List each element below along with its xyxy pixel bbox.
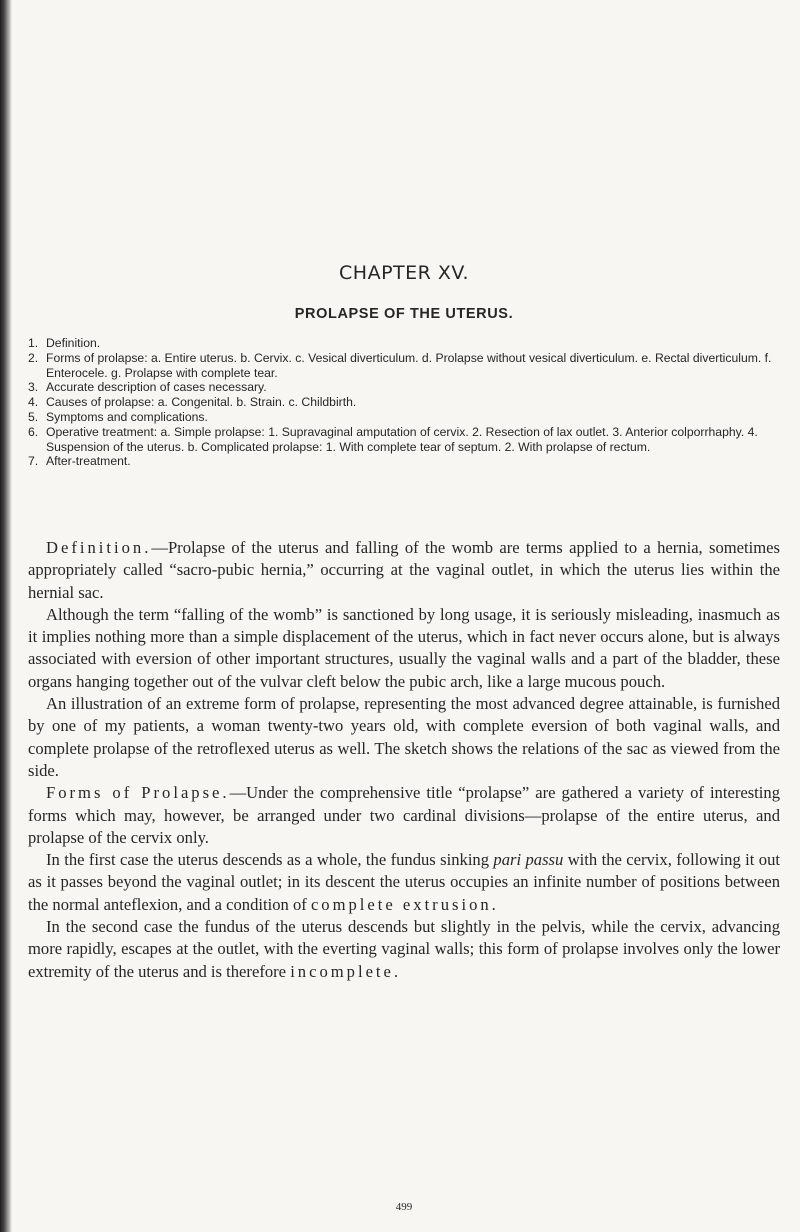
paragraph [28,693,780,782]
italic-term: pari passu [493,850,564,870]
outline-item-text: Causes of prolapse: a. Congenital. b. Strain. c. Childbirth. [46,395,357,410]
outline-item [28,351,778,381]
outline-item-number: 3. [28,380,39,395]
outline-item-number: 2. [28,350,39,365]
outline-item-text: Accurate description of cases necessary. [46,380,267,395]
paragraph-text: with the cervix, following it out as it passes beyond the vaginal outlet; in its descent the uterus occupies an infinite number of positions between the normal anteflexion, and a condition of [28,850,780,914]
runin-heading-definition: Definition. [46,538,152,557]
outline-item-text: Symptoms and complications. [46,409,208,424]
body-text [28,537,780,983]
paragraph-text: In the first case the uterus descends as a whole, the fundus sinking [46,850,494,870]
chapter-heading: CHAPTER XV. [339,262,469,284]
paragraph-text: —Prolapse of the uterus and falling of the womb are terms applied to a hernia, sometimes appropriately called “sacro-pubic hernia,” occurring at the vaginal outlet, in which the uterus lies within the hernial sac. [28,538,780,602]
paragraph-definition [28,537,780,604]
book-gutter-shadow [0,0,12,1232]
spaced-emphasis: complete extrusion. [310,894,499,914]
outline-item [28,336,778,351]
paragraph-text: In the second case the fundus of the uterus descends but slightly in the pelvis, while the cervix, advancing more rapidly, escapes at the outlet, with the everting vaginal walls; this form of prolapse involves only the lower extremity of the uterus and is therefore [28,917,780,981]
paragraph-forms-of-prolapse [28,782,780,849]
paragraph-text: —Under the comprehensive title “prolapse” are gathered a variety of interesting forms which may, however, be arranged under two cardinal divisions—prolapse of the entire uterus, and prolapse of the cervix only. [28,783,780,847]
outline-item-number: 1. [28,336,39,350]
outline-item [28,410,778,425]
paragraph-text: An illustration of an extreme form of prolapse, representing the most advanced degree attainable, is furnished by one of my patients, a woman twenty-two years old, with complete eversion of both vaginal walls, and complete prolapse of the retroflexed uterus as well. The sketch shows the relations of the sac as viewed from the side. [28,694,780,780]
outline-item-text: After-treatment. [46,454,131,469]
outline-item-text: Operative treatment: a. Simple prolapse: 1. Supravaginal amputation of cervix. 2. Resection of lax outlet. 3. Anterior colporrhaphy. 4. Suspension of the uterus. b. Complicated prolapse: 1. With complete tear of septum. 2. With prolapse of rectum. [46,424,758,454]
outline-item-number: 7. [28,454,39,469]
outline-item [28,380,778,395]
book-page [20,0,788,1232]
paragraph [28,916,780,983]
paragraph-text: Although the term “falling of the womb” is sanctioned by long usage, it is seriously misleading, inasmuch as it implies nothing more than a simple displacement of the uterus, which in fact never occurs alone, but is always associated with eversion of other important structures, usually the vaginal walls and a part of the bladder, these organs hanging together out of the vulvar cleft below the pubic arch, like a large mucous pouch. [28,604,780,691]
outline-item-text: Definition. [46,336,101,350]
section-title: PROLAPSE OF THE UTERUS. [294,306,514,322]
outline-item-number: 5. [28,409,39,424]
page-number: 499 [395,1201,413,1213]
chapter-outline [28,336,778,469]
outline-item [28,395,778,410]
paragraph [28,849,780,916]
spaced-emphasis: incomplete. [290,961,402,981]
outline-item [28,425,778,455]
paragraph [28,604,780,693]
outline-item-text: Forms of prolapse: a. Entire uterus. b. Cervix. c. Vesical diverticulum. d. Prolapse without vesical diverticulum. e. Rectal diverticulum. f. Enterocele. g. Prolapse with complete tear. [46,350,772,380]
outline-item-number: 4. [28,395,39,410]
outline-item-number: 6. [28,424,39,439]
runin-heading-forms: Forms of Prolapse. [46,783,230,803]
outline-item [28,454,778,469]
